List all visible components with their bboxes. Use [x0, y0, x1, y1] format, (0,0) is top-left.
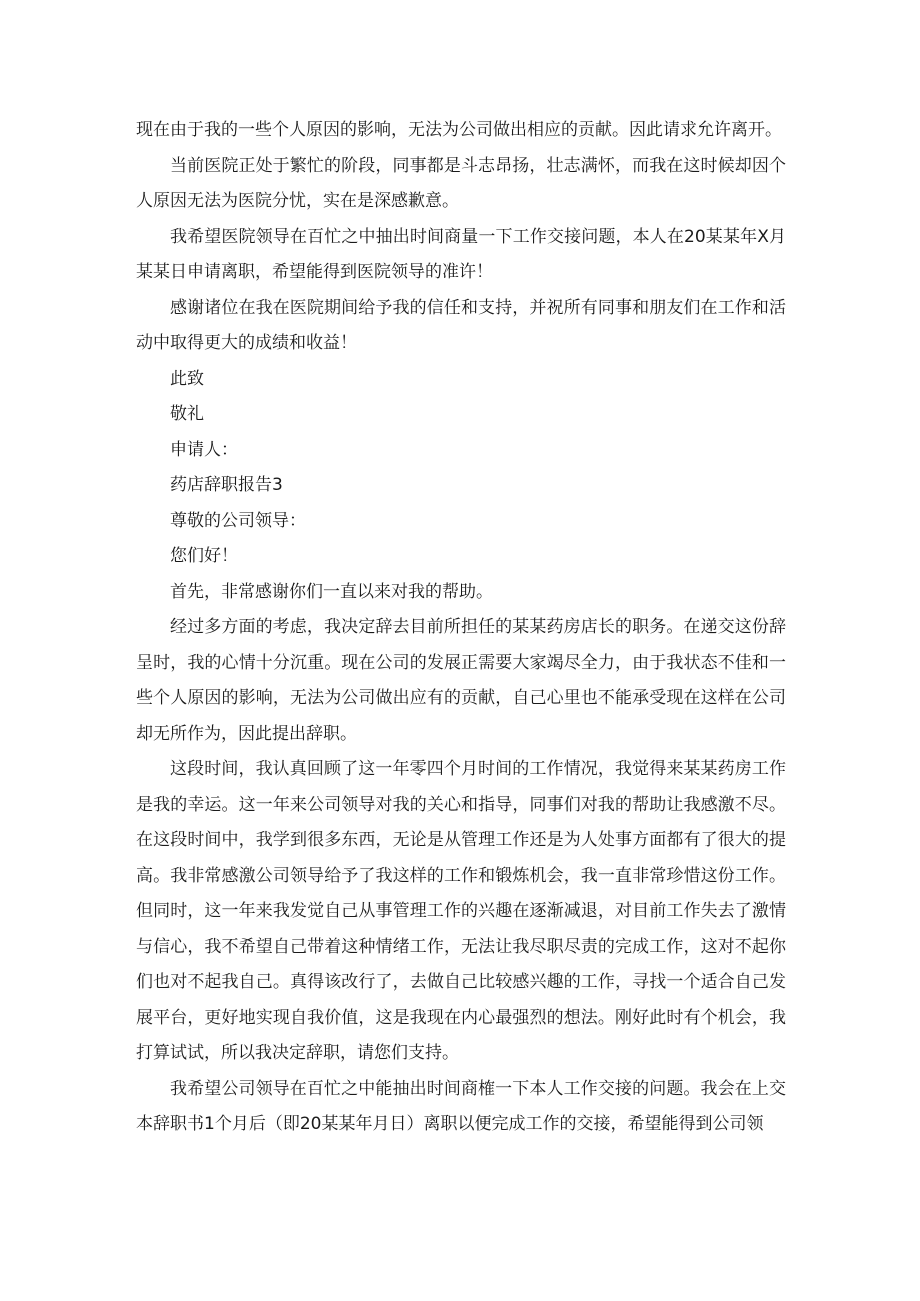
applicant-label: 申请人：	[170, 439, 238, 460]
paragraph: 首先，非常感谢你们一直以来对我的帮助。	[170, 581, 493, 602]
paragraph: 经过多方面的考虑，我决定辞去目前所担任的某某药房店长的职务。在递交这份辞呈时，我的心情十分沉重。现在公司的发展正需要大家竭尽全力，由于我状态不佳和一些个人原因的影响，无法为公司做出应有的贡献，自己心里也不能承受现在这样在公司却无所作为，因此提出辞职。	[136, 617, 786, 744]
letter-greeting: 尊敬的公司领导：	[170, 510, 306, 531]
closing-regards: 敬礼	[170, 404, 204, 424]
document-body	[136, 113, 786, 1143]
paragraph-continuation: 现在由于我的一些个人原因的影响，无法为公司做出相应的贡献。因此请求允许离开。	[136, 120, 782, 140]
letter-hello: 您们好！	[170, 546, 238, 566]
section-title: 药店辞职报告3	[170, 475, 283, 495]
closing-salutation: 此致	[170, 368, 204, 389]
paragraph: 当前医院正处于繁忙的阶段，同事都是斗志昂扬，壮志满怀，而我在这时候却因个人原因无法为医院分忧，实在是深感歉意。	[136, 155, 786, 211]
paragraph: 这段时间，我认真回顾了这一年零四个月时间的工作情况，我觉得来某某药房工作是我的幸运。这一年来公司领导对我的关心和指导，同事们对我的帮助让我感激不尽。在这段时间中，我学到很多东西，无论是从管理工作还是为人处事方面都有了很大的提高。我非常感激公司领导给予了我这样的工作和锻炼机会，我一直非常珍惜这份工作。但同时，这一年来我发觉自己从事管理工作的兴趣在逐渐减退，对目前工作失去了激情与信心，我不希望自己带着这种情绪工作，无法让我尽职尽责的完成工作，这对不起你们也对不起我自己。真得该改行了，去做自己比较感兴趣的工作，寻找一个适合自己发展平台，更好地实现自我价值，这是我现在内心最强烈的想法。刚好此时有个机会，我打算试试，所以我决定辞职，请您们支持。	[136, 759, 786, 1063]
paragraph: 我希望医院领导在百忙之中抽出时间商量一下工作交接问题，本人在20某某年X月某某日申请离职，希望能得到医院领导的准许！	[136, 226, 786, 282]
paragraph: 我希望公司领导在百忙之中能抽出时间商榷一下本人工作交接的问题。我会在上交本辞职书1个月后（即20某某年月日）离职以便完成工作的交接，希望能得到公司领	[136, 1078, 786, 1134]
paragraph: 感谢诸位在我在医院期间给予我的信任和支持，并祝所有同事和朋友们在工作和活动中取得更大的成绩和收益！	[136, 297, 786, 353]
